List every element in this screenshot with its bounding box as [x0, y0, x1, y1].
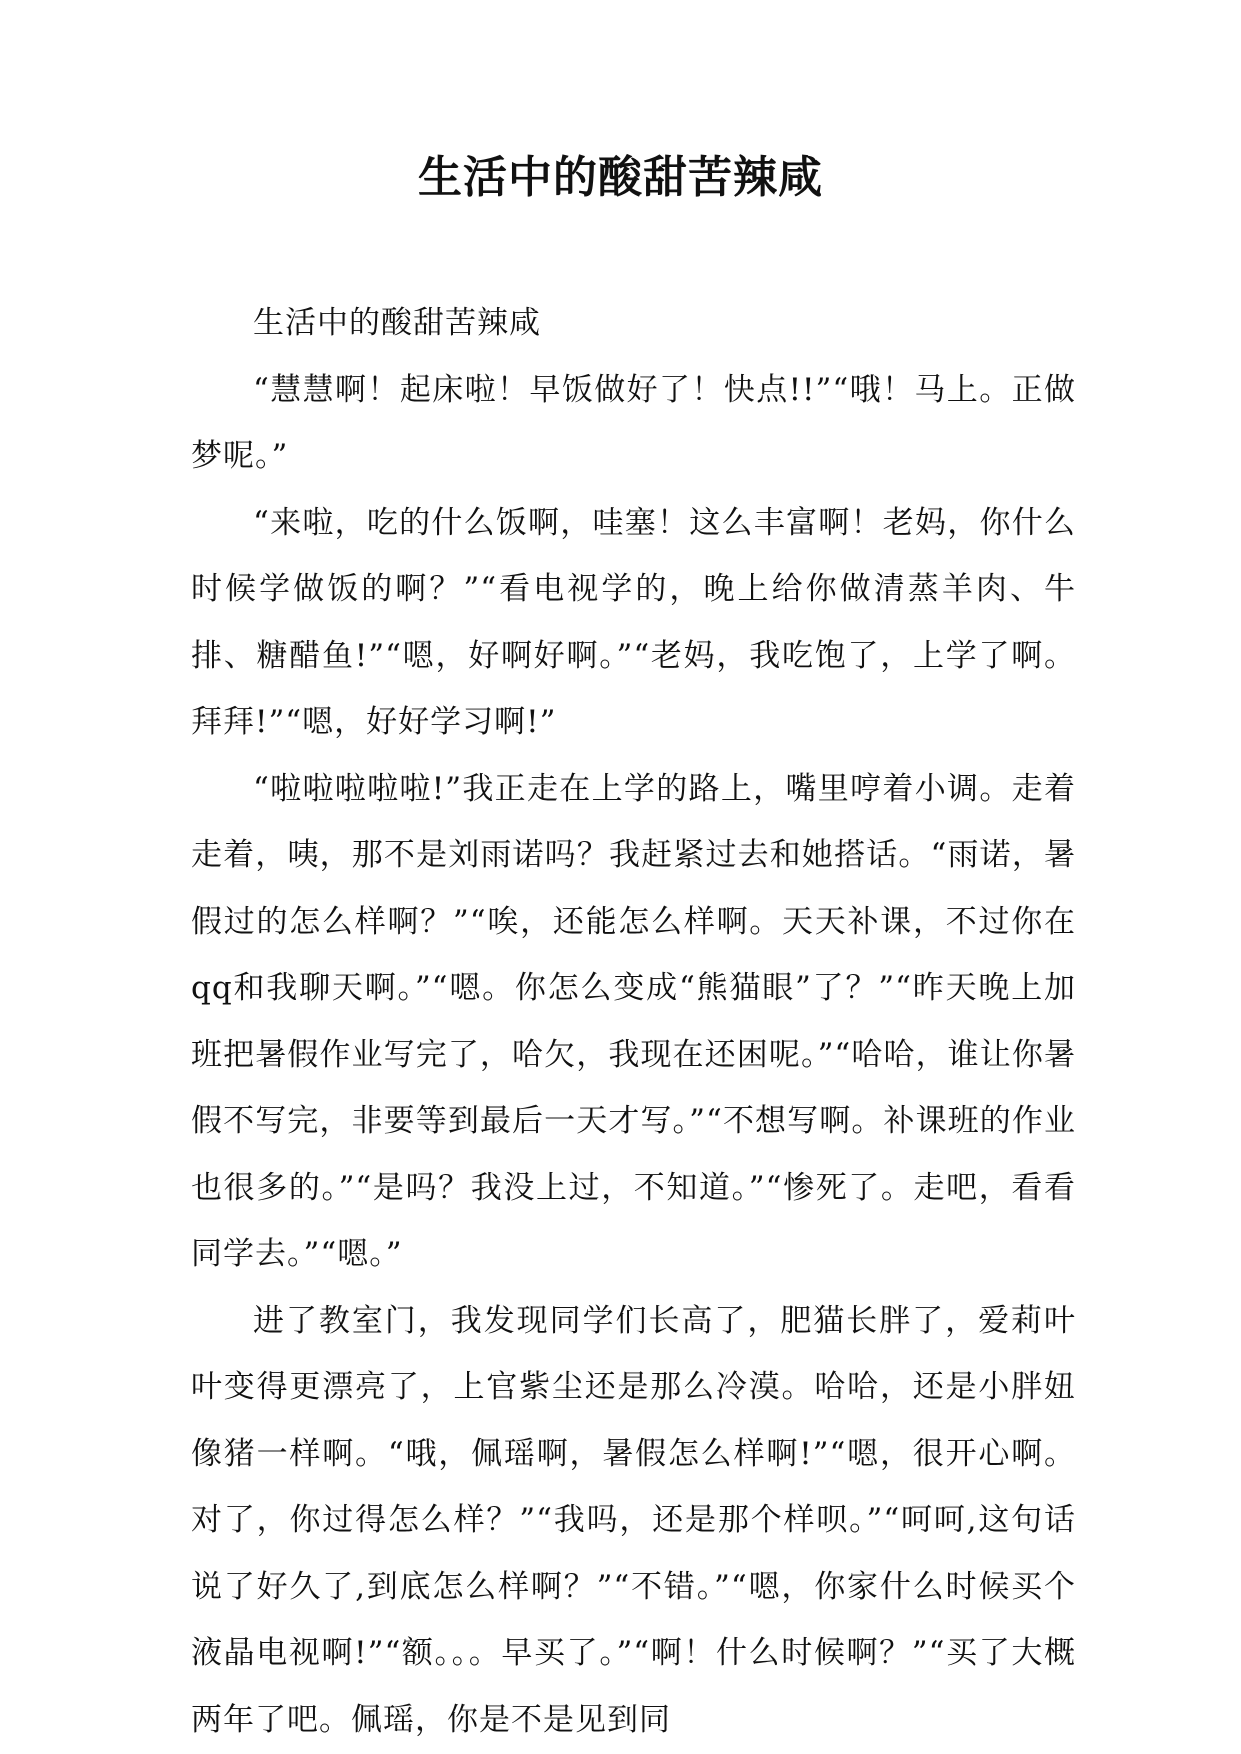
paragraph: “来啦，吃的什么饭啊，哇塞！这么丰富啊！老妈，你什么时候学做饭的啊？”“看电视学的，晚上给你做清蒸羊肉、牛排、糖醋鱼!”“嗯，好啊好啊。”“老妈，我吃饱了，上学了啊。拜拜!”“嗯，好好学习啊!”: [191, 504, 1076, 740]
paragraph: “啦啦啦啦啦!”我正走在上学的路上，嘴里哼着小调。走着走着，咦，那不是刘雨诺吗？我赶紧过去和她搭话。“雨诺，暑假过的怎么样啊？”“唉，还能怎么样啊。天天补课，不过你在qq和我聊天啊。”“嗯。你怎么变成“熊猫眼”了？”“昨天晚上加班把暑假作业写完了，哈欠，我现在还困呢。”“哈哈，谁让你暑假不写完，非要等到最后一天才写。”“不想写啊。补课班的作业也很多的。”“是吗？我没上过，不知道。”“惨死了。走吧，看看同学去。”“嗯。”: [191, 770, 1076, 1272]
document-title: 生活中的酸甜苦辣咸: [418, 152, 823, 203]
paragraph: 进了教室门，我发现同学们长高了，肥猫长胖了，爱莉叶叶变得更漂亮了，上官紫尘还是那么冷漠。哈哈，还是小胖妞像猪一样啊。“哦，佩瑶啊，暑假怎么样啊!”“嗯，很开心啊。对了，你过得怎么样？”“我吗，还是那个样呗。”“呵呵,这句话说了好久了,到底怎么样啊？”“不错。”“嗯，你家什么时候买个液晶电视啊!”“额。。。早买了。”“啊！什么时候啊？”“买了大概两年了吧。佩瑶，你是不是见到同: [191, 1302, 1076, 1738]
paragraph: 生活中的酸甜苦辣咸: [253, 305, 541, 341]
paragraph: “慧慧啊！起床啦！早饭做好了！快点!!”“哦！马上。正做梦呢。”: [191, 371, 1076, 474]
document-body: [191, 290, 1076, 1753]
